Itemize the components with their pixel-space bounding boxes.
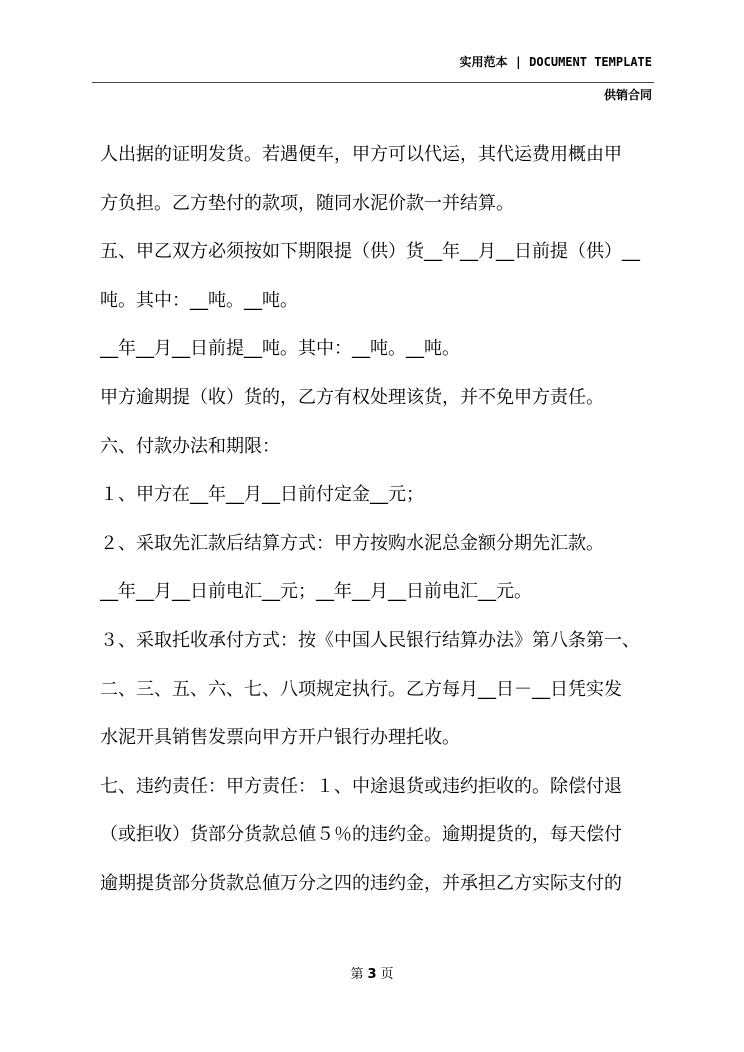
header-divider [92, 82, 654, 83]
text-line: 方负担。乙方垫付的款项，随同水泥价款一并结算。 [100, 192, 514, 214]
header-title: 实用范本 | DOCUMENT TEMPLATE [459, 55, 652, 69]
document-body [100, 131, 660, 909]
page-number: 3 [367, 967, 377, 982]
text-line: 甲方逾期提（收）货的，乙方有权处理该货，并不免甲方责任。 [100, 386, 604, 408]
text-line: 二、三、五、六、七、八项规定执行。乙方每月__日－__日凭实发 [100, 678, 622, 700]
text-line: ３、采取托收承付方式：按《中国人民银行结算办法》第八条第一、 [100, 629, 640, 651]
text-line: 人出据的证明发货。若遇便车，甲方可以代运，其代运费用概由甲 [100, 144, 622, 165]
text-line: （或拒收）货部分货款总値５％的违约金。逾期提货的，每天偿付 [100, 824, 622, 846]
text-line: ２、采取先汇款后结算方式：甲方按购水泥总金额分期先汇款。 [100, 532, 604, 554]
text-line: __年__月__日前电汇__元；__年__月__日前电汇__元。 [100, 581, 532, 603]
text-line: __年__月__日前提__吨。其中：__吨。__吨。 [100, 338, 460, 360]
header-subtitle: 供销合同 [603, 88, 652, 102]
text-line: 水泥开具销售发票向甲方开户银行办理托收。 [100, 727, 460, 749]
page-prefix: 第 [350, 967, 364, 982]
text-line: 吨。其中：__吨。__吨。 [100, 289, 298, 311]
text-line: 六、付款办法和期限： [100, 435, 280, 457]
text-line: 逾期提货部分货款总値万分之四的违约金，并承担乙方实际支付的 [100, 872, 622, 894]
text-line: 七、违约责任：甲方责任：１、中途退货或违约拒收的。除偿付退 [100, 775, 622, 797]
text-line: 五、甲乙双方必须按如下期限提（供）货__年__月__日前提（供）__ [100, 241, 640, 263]
page-suffix: 页 [380, 967, 394, 982]
text-line: １、甲方在__年__月__日前付定金__元； [100, 484, 424, 506]
page-footer [0, 963, 744, 982]
